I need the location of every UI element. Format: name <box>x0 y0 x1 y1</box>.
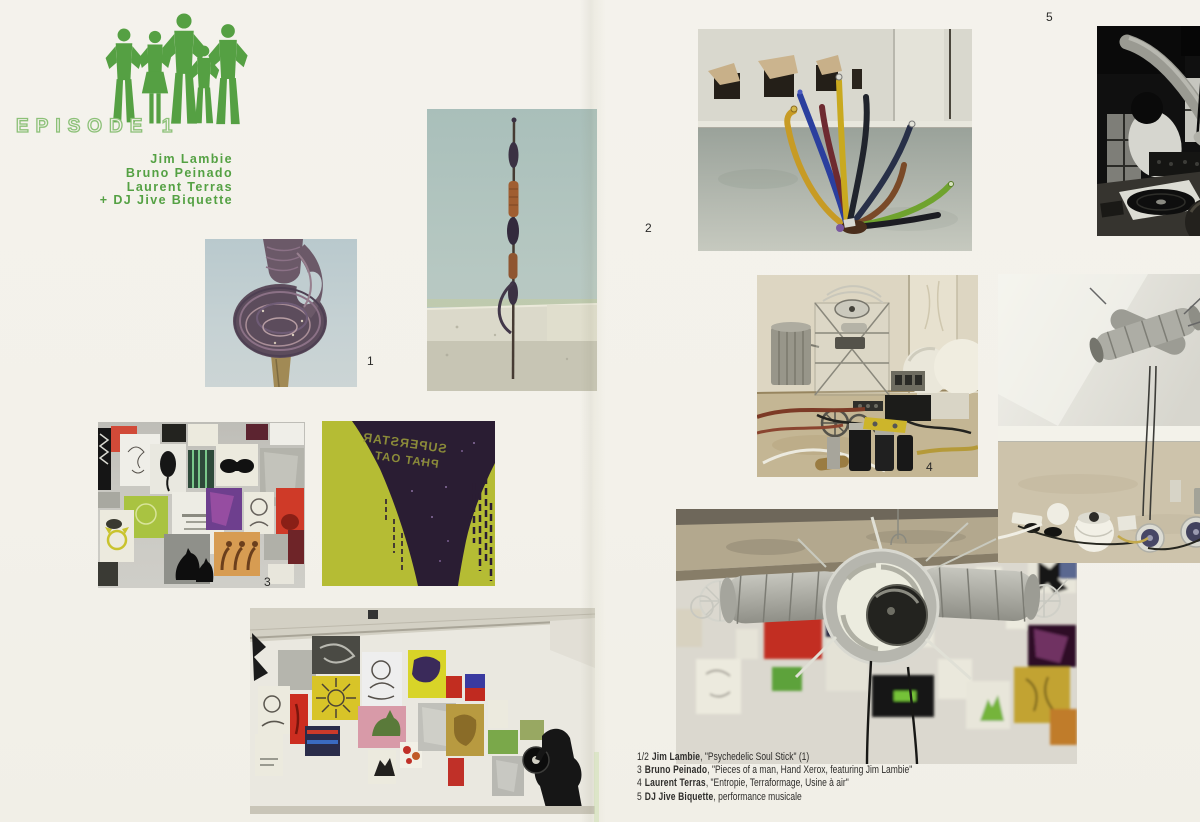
caption-artist: DJ Jive Biquette <box>644 790 714 803</box>
caption-artist: Laurent Terras <box>644 777 706 790</box>
artist-name: + DJ Jive Biquette <box>99 193 233 208</box>
figure-label-2: 2 <box>645 221 652 235</box>
artist-name: Laurent Terras <box>126 179 233 194</box>
artist-list <box>18 153 233 208</box>
caption-number: 3 <box>637 764 642 777</box>
figure-label-5: 5 <box>1046 10 1053 24</box>
mirrored-phat-oat-text: PHAT OAT <box>373 450 440 471</box>
caption-text: , "Entropie, Terraformage, Usine à air" <box>705 777 849 790</box>
caption-artist: Jim Lambie <box>651 751 701 763</box>
episode-title: EPISODE 1 <box>16 116 180 137</box>
figure-label-3: 3 <box>264 575 271 589</box>
figure-label-1: 1 <box>367 354 374 368</box>
page-fold-edge <box>594 752 599 822</box>
caption-number: 4 <box>637 777 642 790</box>
caption-number: 5 <box>637 790 642 803</box>
photo-hand-xerox-collage <box>98 422 305 588</box>
photo-straps-floor-sculpture <box>698 29 972 251</box>
photo-soul-stick-installed <box>427 109 597 391</box>
figure-label-4: 4 <box>926 460 933 474</box>
caption-artist: Bruno Peinado <box>644 764 708 777</box>
artist-name: Jim Lambie <box>150 152 233 166</box>
artist-name: Bruno Peinado <box>125 165 233 180</box>
caption-text: , "Psychedelic Soul Stick" (1) <box>700 751 810 763</box>
caption-line <box>637 764 1047 777</box>
caption-text: , "Pieces of a man, Hand Xerox, featuring Jim Lambie" <box>707 764 913 777</box>
caption-block <box>637 751 1047 804</box>
caption-line <box>637 777 1047 790</box>
photo-soul-stick-knot-closeup <box>205 239 357 387</box>
caption-line <box>637 791 1047 804</box>
caption-line <box>637 751 1047 764</box>
photo-superstar-phat-drip <box>322 421 495 586</box>
caption-number: 1/2 <box>637 751 649 763</box>
photo-dj-performance-bw <box>1097 26 1200 236</box>
mirrored-superstar-text: SUPERSTAR <box>361 430 448 456</box>
five-people-silhouettes-logo <box>100 7 250 125</box>
caption-text: , performance musicale <box>713 790 802 803</box>
photo-entropie-machine-cart <box>757 275 978 477</box>
photo-pieces-of-a-man-wall <box>250 608 595 814</box>
photo-hanging-machine-room <box>998 274 1200 563</box>
